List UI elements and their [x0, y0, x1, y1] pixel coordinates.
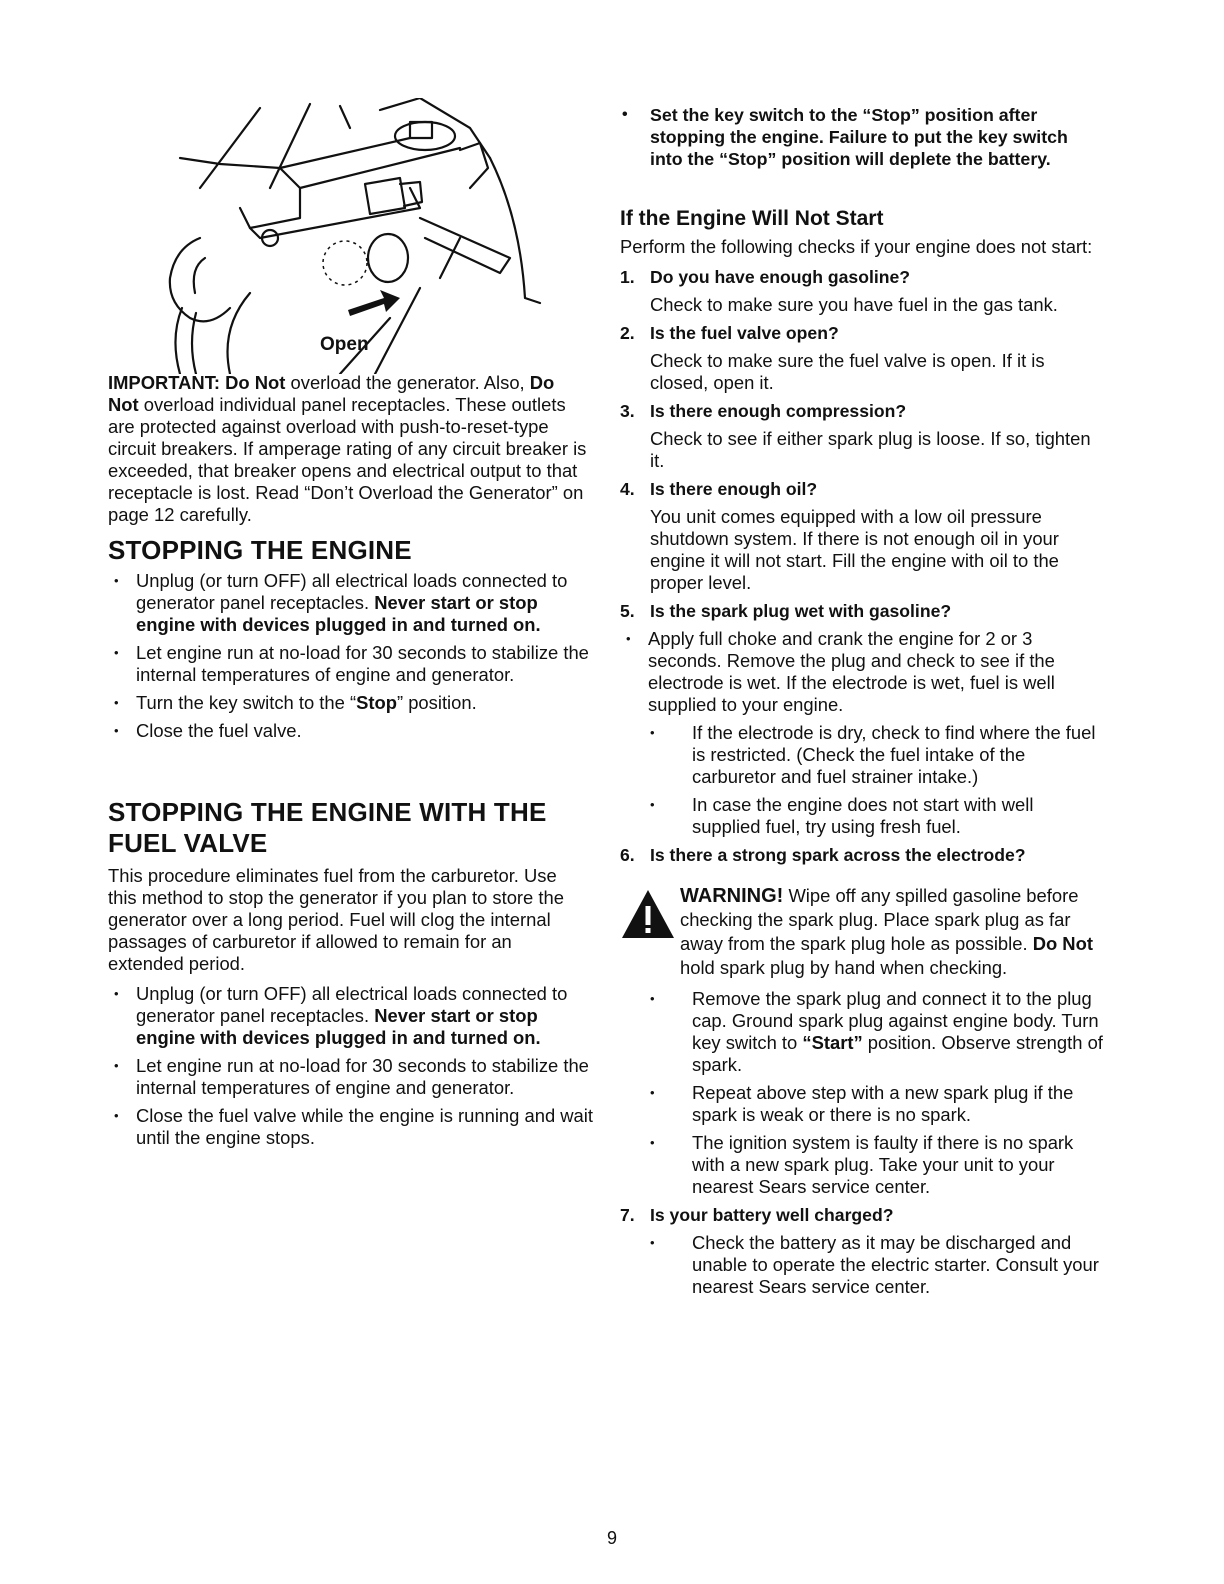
key-note-list: [620, 104, 1098, 170]
page-number: 9: [606, 1528, 617, 1548]
warning-icon: [620, 888, 676, 940]
fuel-valve-intro: This procedure eliminates fuel from the carburetor. Use this method to stop the generator if you plan to store the generator over a long period. Fuel will clog the internal passages of carburetor if allowed to remain for an extended period.: [108, 865, 564, 974]
open-label: Open: [320, 334, 369, 355]
question-5: 5. Is the spark plug wet with gasoline? • Apply full choke and crank the engine for 2 or 3 seconds. Remove the plug and check to see if the electrode is wet. If the electrode is wet, fuel is well supplied to your engine. • If the electrode is dry, check to find where the fuel is restricted. (Check the fuel intake of the carburetor and fuel strainer intake.) • In case the engine does not start with well supplied fuel, try using fresh fuel.: [620, 600, 1104, 838]
do-not-2: Do Not: [108, 372, 555, 415]
question-2: 2. Is the fuel valve open? Check to make sure the fuel valve is open. If it is closed, open it.: [620, 323, 1045, 393]
important-text-2: overload individual panel receptacles. These outlets are protected against overload with push-to-reset-type circuit breakers. If amperage rating of any circuit breaker is exceeded, that breaker opens and electrical output to that receptacle is lost. Read “Don’t Overload the Generator” on page 12 carefully.: [108, 394, 587, 525]
question-1: 1. Do you have enough gasoline? Check to make sure you have fuel in the gas tank.: [620, 267, 1058, 315]
warning-title: WARNING!: [680, 885, 784, 907]
list-item: • Unplug (or turn OFF) all electrical loads connected to generator panel receptacles. Never start or stop engine with devices plugged in and turned on.: [108, 983, 594, 1049]
list-item: • Repeat above step with a new spark plug if the spark is weak or there is no spark.: [620, 1082, 1104, 1126]
list-item: • Unplug (or turn OFF) all electrical loads connected to generator panel receptacles. Never start or stop engine with devices plugged in and turned on.: [108, 570, 594, 636]
list-item: • If the electrode is dry, check to find where the fuel is restricted. (Check the fuel intake of the carburetor and fuel strainer intake.): [620, 722, 1104, 788]
do-not-1: Do Not: [225, 372, 286, 393]
fuel-valve-illustration: [160, 98, 550, 374]
section-title: If the Engine Will Not Start: [620, 207, 884, 230]
stopping-list: [108, 570, 594, 742]
list-item: • Let engine run at no-load for 30 seconds to stabilize the internal temperatures of engine and generator.: [108, 642, 594, 686]
list-item: • In case the engine does not start with well supplied fuel, try using fresh fuel.: [620, 794, 1104, 838]
important-label: IMPORTANT:: [108, 372, 221, 393]
list-item: • Close the fuel valve while the engine is running and wait until the engine stops.: [108, 1105, 594, 1149]
fuel-valve-list: [108, 983, 594, 1149]
list-item: • Turn the key switch to the “Stop” position.: [108, 692, 594, 714]
question-3: 3. Is there enough compression? Check to see if either spark plug is loose. If so, tighten it.: [620, 401, 1091, 471]
fuel-valve-title-1: STOPPING THE ENGINE WITH THE: [108, 797, 547, 827]
question-7: 7. Is your battery well charged? • Check the battery as it may be discharged and unable to operate the electric starter. Consult your nearest Sears service center.: [620, 1204, 1104, 1298]
list-item: • Let engine run at no-load for 30 seconds to stabilize the internal temperatures of engine and generator.: [108, 1055, 594, 1099]
key-note: • Set the key switch to the “Stop” position after stopping the engine. Failure to put the key switch into the “Stop” position will deplete the battery.: [620, 104, 1098, 170]
list-item: • Apply full choke and crank the engine for 2 or 3 seconds. Remove the plug and check to see if the electrode is wet. If the electrode is wet, fuel is well supplied to your engine.: [620, 628, 1104, 716]
stopping-title: STOPPING THE ENGINE: [108, 535, 412, 565]
section-intro: Perform the following checks if your engine does not start:: [620, 236, 1093, 257]
list-item: • Check the battery as it may be discharged and unable to operate the electric starter. Consult your nearest Sears service center.: [620, 1232, 1104, 1298]
warning-box: WARNING! Wipe off any spilled gasoline before checking the spark plug. Place spark plug as far away from the spark plug hole as possible. Do Not hold spark plug by hand when checking.: [620, 884, 1104, 980]
list-item: • Remove the spark plug and connect it to the plug cap. Ground spark plug against engine body. Turn key switch to “Start” position. Observe strength of spark.: [620, 988, 1104, 1076]
list-item: • The ignition system is faulty if there is no spark with a new spark plug. Take your unit to your nearest Sears service center.: [620, 1132, 1104, 1198]
important-note: [108, 372, 588, 526]
question-6: 6. Is there a strong spark across the electrode? WARNING! Wipe off any spilled gasoline before checking the spark plug. Place spark plug as far away from the spark plug hole as possible. Do Not hold spark plug by hand when checking. • Remove the spark plug and connect it to the plug cap. Ground spark plug against engine body. Turn key switch to “Start” position. Observe strength of spark. • Repeat above step with a new spark plug if the spark is weak or there is no spark. • The ignition system is faulty if there is no spark with a new spark plug. Take your unit to your nearest Sears service center.: [620, 844, 1104, 1198]
list-item: • Close the fuel valve.: [108, 720, 594, 742]
question-4: 4. Is there enough oil? You unit comes equipped with a low oil pressure shutdown system. If there is not enough oil in your engine it will not start. Fill the engine with oil to the proper level.: [620, 479, 1059, 593]
fuel-valve-title-2: FUEL VALVE: [108, 828, 268, 858]
important-text-1: overload the generator. Also,: [285, 372, 530, 393]
